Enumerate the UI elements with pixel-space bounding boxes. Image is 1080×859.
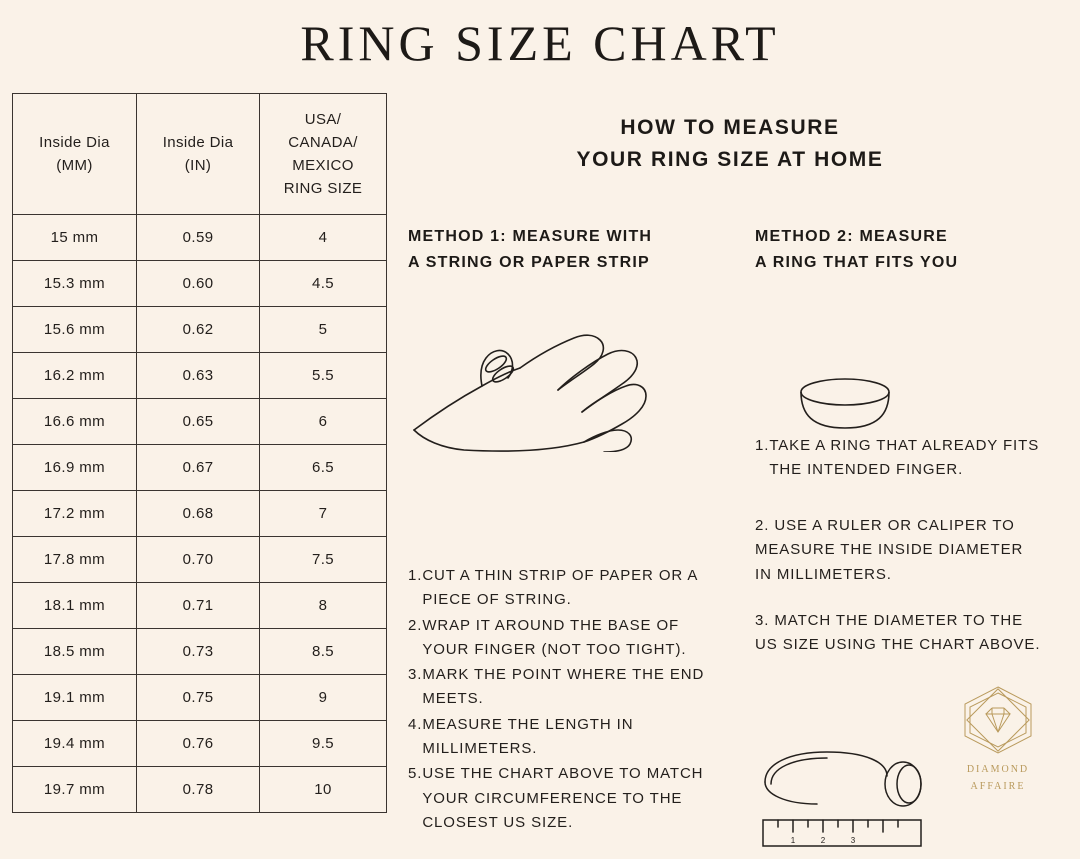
cell-dia-mm: 15 mm — [13, 215, 137, 261]
step-text: USE THE CHART ABOVE TO MATCH YOUR CIRCUMFERENCE TO THE CLOSEST US SIZE. — [422, 765, 704, 831]
list-item — [408, 762, 708, 835]
cell-dia-mm: 17.2 mm — [13, 491, 137, 537]
cell-us-size: 4 — [260, 215, 387, 261]
method-1-title-line1: METHOD 1: MEASURE WITH — [408, 228, 653, 245]
logo-line-2: AFFAIRE — [970, 780, 1026, 792]
list-item — [408, 663, 708, 712]
cell-us-size: 4.5 — [260, 261, 387, 307]
cell-dia-mm: 19.4 mm — [13, 721, 137, 767]
cell-dia-in: 0.67 — [137, 445, 260, 491]
cell-dia-in: 0.63 — [137, 353, 260, 399]
cell-dia-in: 0.70 — [137, 537, 260, 583]
cell-dia-mm: 18.5 mm — [13, 629, 137, 675]
hand-with-string-illustration — [408, 312, 678, 457]
ring-band-illustration — [790, 374, 900, 449]
page-title: RING SIZE CHART — [300, 15, 780, 71]
how-to-heading-line1: HOW TO MEASURE — [620, 116, 840, 139]
cell-us-size: 9.5 — [260, 721, 387, 767]
cell-us-size: 7.5 — [260, 537, 387, 583]
step-text: CUT A THIN STRIP OF PAPER OR A PIECE OF STRING. — [422, 567, 698, 609]
cell-dia-in: 0.75 — [137, 675, 260, 721]
table-header — [13, 94, 387, 215]
column-header-inside-dia-mm: Inside Dia (MM) — [13, 94, 137, 215]
step-number: 3. — [408, 666, 423, 684]
cell-dia-mm: 16.2 mm — [13, 353, 137, 399]
step-number: 4. — [408, 715, 423, 733]
method-2-steps — [755, 514, 1045, 679]
cell-dia-mm: 19.1 mm — [13, 675, 137, 721]
table-row — [13, 537, 387, 583]
cell-us-size: 6.5 — [260, 445, 387, 491]
cell-dia-in: 0.59 — [137, 215, 260, 261]
table-row — [13, 261, 387, 307]
cell-dia-in: 0.76 — [137, 721, 260, 767]
how-to-heading-line2: YOUR RING SIZE AT HOME — [576, 147, 884, 171]
cell-us-size: 10 — [260, 767, 387, 813]
step-text: WRAP IT AROUND THE BASE OF YOUR FINGER (NOT TOO TIGHT). — [422, 616, 687, 658]
method-2-step-3: 3. MATCH THE DIAMETER TO THE US SIZE USING THE CHART ABOVE. — [755, 611, 1041, 654]
column-header-inside-dia-in: Inside Dia (IN) — [137, 94, 260, 215]
cell-dia-mm: 19.7 mm — [13, 767, 137, 813]
ruler-tick-3: 3 — [850, 836, 856, 845]
ruler-tick-2: 2 — [820, 836, 826, 845]
table-row — [13, 399, 387, 445]
method-1 — [408, 224, 708, 277]
step-number: 1. — [755, 437, 770, 454]
cell-dia-in: 0.62 — [137, 307, 260, 353]
step-text: TAKE A RING THAT ALREADY FITS THE INTENDED FINGER. — [769, 437, 1040, 479]
method-2 — [755, 224, 1045, 277]
table-body — [13, 215, 387, 813]
step-number: 2. — [408, 616, 423, 634]
cell-us-size: 6 — [260, 399, 387, 445]
step-text: MARK THE POINT WHERE THE END MEETS. — [422, 666, 705, 708]
cell-dia-mm: 17.8 mm — [13, 537, 137, 583]
step-number: 5. — [408, 765, 423, 783]
table-row — [13, 721, 387, 767]
cell-dia-mm: 16.6 mm — [13, 399, 137, 445]
step-number: 1. — [408, 567, 423, 584]
list-item — [408, 614, 708, 663]
list-item — [408, 713, 708, 762]
cell-us-size: 5.5 — [260, 353, 387, 399]
table-row — [13, 307, 387, 353]
method-1-title-line2: A STRING OR PAPER STRIP — [408, 254, 650, 272]
table-row — [13, 767, 387, 813]
table-header-row — [13, 94, 387, 215]
method-2-step-2: 2. USE A RULER OR CALIPER TO MEASURE THE INSIDE DIAMETER IN MILLIMETERS. — [755, 517, 1024, 583]
table-row — [13, 675, 387, 721]
cell-dia-in: 0.73 — [137, 629, 260, 675]
cell-us-size: 7 — [260, 491, 387, 537]
method-1-title — [408, 224, 708, 277]
cell-us-size: 8 — [260, 583, 387, 629]
ring-size-table — [12, 93, 387, 813]
list-item — [408, 564, 708, 613]
cell-us-size: 5 — [260, 307, 387, 353]
table-row — [13, 215, 387, 261]
cell-dia-in: 0.65 — [137, 399, 260, 445]
cell-dia-mm: 18.1 mm — [13, 583, 137, 629]
cell-dia-in: 0.68 — [137, 491, 260, 537]
cell-dia-mm: 16.9 mm — [13, 445, 137, 491]
table-row — [13, 353, 387, 399]
step-text: MEASURE THE LENGTH IN MILLIMETERS. — [422, 715, 634, 758]
logo-line-1: DIAMOND — [966, 764, 1030, 775]
table-row — [13, 583, 387, 629]
table-row — [13, 629, 387, 675]
method-1-steps — [408, 564, 708, 836]
ruler-tick-1: 1 — [790, 836, 796, 845]
cell-dia-in: 0.60 — [137, 261, 260, 307]
method-2-title — [755, 224, 1045, 277]
table-row — [13, 491, 387, 537]
column-header-usa-ring-size: USA/ CANADA/ MEXICO RING SIZE — [260, 94, 387, 215]
table-row — [13, 445, 387, 491]
cell-us-size: 9 — [260, 675, 387, 721]
brand-logo — [938, 684, 1058, 794]
cell-dia-in: 0.71 — [137, 583, 260, 629]
cell-dia-mm: 15.3 mm — [13, 261, 137, 307]
cell-dia-mm: 15.6 mm — [13, 307, 137, 353]
size-table-container — [12, 93, 387, 813]
diamond-emblem-icon — [959, 684, 1037, 756]
how-to-measure-heading — [400, 112, 1070, 175]
cell-dia-in: 0.78 — [137, 767, 260, 813]
method-2-title-line2: A RING THAT FITS YOU — [755, 254, 959, 272]
method-2-title-line1: METHOD 2: MEASURE — [755, 228, 948, 245]
cell-us-size: 8.5 — [260, 629, 387, 675]
